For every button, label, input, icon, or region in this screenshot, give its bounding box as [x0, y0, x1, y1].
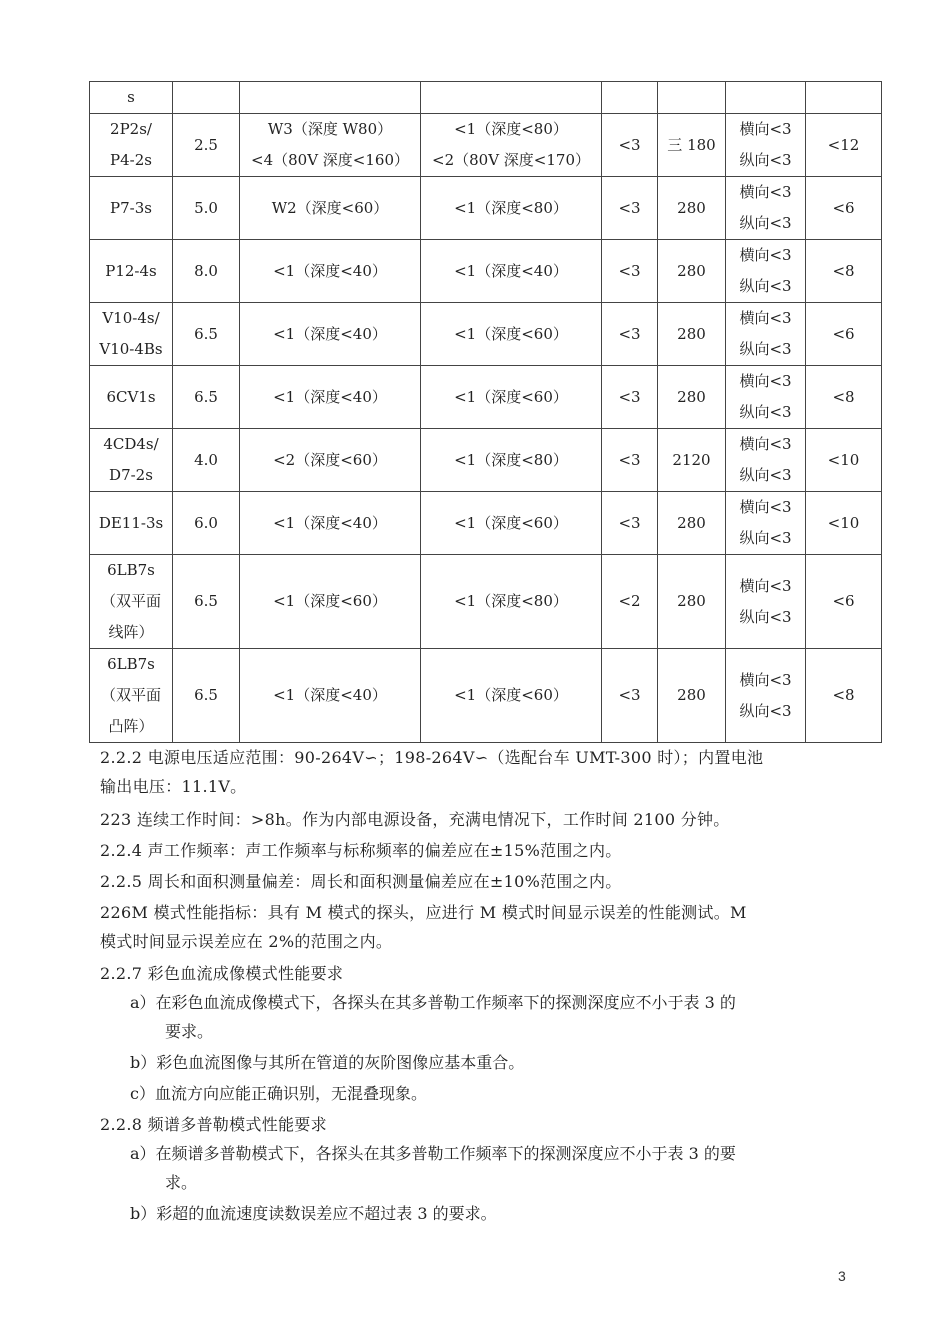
table-cell-c4: [421, 303, 602, 366]
table-cell-c7: [726, 303, 806, 366]
cell-line: <1（深度<80）: [454, 450, 568, 469]
table-cell-probe: [90, 492, 173, 555]
table-cell-c5: <3: [602, 429, 658, 492]
cell-line: 纵向<3: [739, 340, 792, 358]
table-cell-c7: [726, 492, 806, 555]
cell-line: 横向<3: [739, 498, 792, 516]
cell-line: P12-4s: [105, 261, 157, 280]
table-cell-freq: 6.5: [173, 303, 240, 366]
para-line: 226M 模式性能指标：具有 M 模式的探头，应进行 M 模式时间显示误差的性能测试。M: [100, 903, 747, 922]
item-2-2-7-b: b）彩色血流图像与其所在管道的灰阶图像应基本重合。: [130, 1053, 525, 1072]
table-cell-c7: [726, 114, 806, 177]
para-2-2-2: [100, 743, 860, 801]
cell-line: 6LB7s: [107, 561, 155, 579]
table-cell-c5: [602, 82, 658, 114]
table-cell-c6: [658, 82, 726, 114]
table-cell-freq: 6.5: [173, 649, 240, 743]
table-cell-c4: [421, 649, 602, 743]
table-cell-c4: [421, 492, 602, 555]
cell-line: 线阵）: [108, 623, 154, 641]
table-cell-freq: 6.0: [173, 492, 240, 555]
table-cell-c5: <3: [602, 366, 658, 429]
cell-line: <1（深度<80）: [454, 592, 568, 610]
table-cell-probe: [90, 649, 173, 743]
cell-line: <2（深度<60）: [273, 450, 387, 469]
para-2-2-6: [100, 898, 860, 956]
table-cell-probe: [90, 114, 173, 177]
table-cell-c7: [726, 429, 806, 492]
table-cell-c8: <8: [806, 240, 882, 303]
cell-line: <1（深度<60）: [454, 387, 568, 406]
table-cell-c5: <3: [602, 177, 658, 240]
table-cell-c6: 三 180: [658, 114, 726, 177]
table-cell-probe: [90, 555, 173, 649]
table-row: [90, 649, 882, 743]
item-2-2-8-b: b）彩超的血流速度读数误差应不超过表 3 的要求。: [130, 1204, 497, 1223]
table-cell-c6: 2120: [658, 429, 726, 492]
cell-line: 纵向<3: [739, 466, 792, 484]
cell-line: 纵向<3: [739, 529, 792, 547]
item-2-2-7-a-cont: 要求。: [165, 1022, 214, 1041]
para-line: 2.2.2 电源电压适应范围：90-264V∽；198-264V∽（选配台车 UMT-300 时）；内置电池: [100, 748, 764, 767]
table-cell-c7: [726, 649, 806, 743]
cell-line: 横向<3: [739, 183, 792, 201]
para-line: 模式时间显示误差应在 2%的范围之内。: [100, 932, 393, 951]
cell-line: 横向<3: [739, 120, 792, 138]
cell-line: <2（80V 深度<170）: [432, 151, 590, 169]
table-cell-c5: <3: [602, 114, 658, 177]
table-cell-freq: 8.0: [173, 240, 240, 303]
table-cell-c3: [240, 82, 421, 114]
cell-line: <1（深度<60）: [454, 513, 568, 532]
cell-line: 横向<3: [739, 435, 792, 453]
cell-line: 横向<3: [739, 372, 792, 390]
cell-line: V10-4s/: [102, 309, 160, 327]
cell-line: <1（深度<40）: [454, 261, 568, 280]
item-2-2-7-c: c）血流方向应能正确识别，无混叠现象。: [130, 1084, 427, 1103]
table-cell-freq: [173, 82, 240, 114]
table-row: [90, 366, 882, 429]
cell-line: 纵向<3: [739, 403, 792, 421]
cell-line: 横向<3: [739, 576, 792, 595]
cell-line: 2P2s/: [110, 120, 152, 138]
table-row: [90, 492, 882, 555]
table-cell-c4: [421, 114, 602, 177]
table-cell-probe: [90, 366, 173, 429]
cell-line: <1（深度<40）: [273, 324, 387, 343]
table-cell-c3: [240, 429, 421, 492]
table-cell-c8: <6: [806, 177, 882, 240]
table-row: [90, 429, 882, 492]
table-cell-c4: [421, 177, 602, 240]
table-cell-c5: <3: [602, 492, 658, 555]
cell-line: <1（深度<40）: [273, 686, 387, 704]
table-row: [90, 240, 882, 303]
cell-line: <1（深度<80）: [454, 120, 568, 138]
table-cell-c3: [240, 303, 421, 366]
table-cell-c3: [240, 240, 421, 303]
table-cell-c6: 280: [658, 555, 726, 649]
table-cell-c6: 280: [658, 303, 726, 366]
cell-line: <1（深度<40）: [273, 387, 387, 406]
table-cell-probe: [90, 303, 173, 366]
table-row: [90, 114, 882, 177]
cell-line: 纵向<3: [739, 214, 792, 232]
cell-line: 6CV1s: [106, 387, 156, 406]
table-cell-freq: 6.5: [173, 555, 240, 649]
cell-line: <1（深度<60）: [273, 592, 387, 610]
table-cell-c3: [240, 366, 421, 429]
item-2-2-8-a: a）在频谱多普勒模式下，各探头在其多普勒工作频率下的探测深度应不小于表 3 的要: [130, 1144, 736, 1163]
table-cell-probe: [90, 429, 173, 492]
table-cell-c7: [726, 82, 806, 114]
table-cell-c6: 280: [658, 649, 726, 743]
table-cell-probe: [90, 82, 173, 114]
cell-line: 纵向<3: [739, 277, 792, 295]
table-cell-c3: [240, 177, 421, 240]
cell-line: <1（深度<80）: [454, 198, 568, 217]
table-cell-c4: [421, 429, 602, 492]
cell-line: 横向<3: [739, 246, 792, 264]
cell-line: <1（深度<40）: [273, 513, 387, 532]
table-cell-c3: [240, 649, 421, 743]
table-row: [90, 555, 882, 649]
table-cell-c3: [240, 114, 421, 177]
cell-line: P7-3s: [110, 198, 152, 217]
cell-line: V10-4Bs: [99, 340, 163, 358]
table-cell-c8: <10: [806, 492, 882, 555]
table-cell-c8: <8: [806, 366, 882, 429]
cell-line: （双平面: [100, 592, 161, 610]
table-cell-c4: [421, 82, 602, 114]
cell-line: 纵向<3: [739, 151, 792, 169]
para-2-2-4: 2.2.4 声工作频率：声工作频率与标称频率的偏差应在±15%范围之内。: [100, 841, 622, 860]
table-cell-c7: [726, 366, 806, 429]
table-row: [90, 177, 882, 240]
heading-2-2-8: 2.2.8 频谱多普勒模式性能要求: [100, 1115, 327, 1134]
table-cell-c8: <12: [806, 114, 882, 177]
cell-line: 凸阵）: [108, 717, 154, 735]
table-cell-c8: <6: [806, 303, 882, 366]
cell-line: <4（80V 深度<160）: [251, 151, 409, 169]
cell-line: 纵向<3: [739, 701, 792, 720]
cell-line: 6LB7s: [107, 655, 155, 673]
table-cell-c7: [726, 240, 806, 303]
table-row: [90, 82, 882, 114]
cell-line: （双平面: [100, 686, 161, 704]
cell-line: <1（深度<40）: [273, 261, 387, 280]
table-cell-c5: <3: [602, 649, 658, 743]
cell-line: W2（深度<60）: [271, 198, 389, 217]
table-cell-freq: 5.0: [173, 177, 240, 240]
spec-table: [89, 81, 882, 743]
table-cell-c5: <3: [602, 303, 658, 366]
para-2-2-5: 2.2.5 周长和面积测量偏差：周长和面积测量偏差应在±10%范围之内。: [100, 872, 622, 891]
table-cell-c3: [240, 555, 421, 649]
cell-line: P4-2s: [110, 151, 152, 169]
item-2-2-7-a: a）在彩色血流成像模式下，各探头在其多普勒工作频率下的探测深度应不小于表 3 的: [130, 993, 736, 1012]
table-cell-freq: 2.5: [173, 114, 240, 177]
cell-line: <1（深度<60）: [454, 686, 568, 704]
table-cell-c5: <2: [602, 555, 658, 649]
table-cell-c6: 280: [658, 177, 726, 240]
table-cell-c8: <6: [806, 555, 882, 649]
cell-line: s: [127, 88, 135, 106]
table-cell-freq: 6.5: [173, 366, 240, 429]
table-cell-c5: <3: [602, 240, 658, 303]
table-cell-probe: [90, 240, 173, 303]
cell-line: 纵向<3: [739, 607, 792, 626]
table-cell-c8: <10: [806, 429, 882, 492]
table-cell-c4: [421, 366, 602, 429]
table-cell-c3: [240, 492, 421, 555]
cell-line: DE11-3s: [98, 513, 164, 532]
para-2-2-3: 223 连续工作时间：>8h。作为内部电源设备，充满电情况下，工作时间 2100 分钟。: [100, 810, 730, 829]
table-cell-probe: [90, 177, 173, 240]
cell-line: 横向<3: [739, 309, 792, 327]
table-cell-freq: 4.0: [173, 429, 240, 492]
table-cell-c8: [806, 82, 882, 114]
cell-line: 横向<3: [739, 670, 792, 689]
page-number: 3: [838, 1268, 846, 1284]
cell-line: D7-2s: [109, 466, 153, 484]
cell-line: <1（深度<60）: [454, 324, 568, 343]
table-cell-c7: [726, 555, 806, 649]
table-cell-c6: 280: [658, 492, 726, 555]
para-line: 输出电压：11.1V。: [100, 777, 247, 796]
table-cell-c4: [421, 555, 602, 649]
cell-line: W3（深度 W80）: [267, 120, 393, 138]
table-cell-c7: [726, 177, 806, 240]
cell-line: 4CD4s/: [103, 435, 159, 453]
table-cell-c6: 280: [658, 240, 726, 303]
table-row: [90, 303, 882, 366]
table-cell-c4: [421, 240, 602, 303]
table-cell-c8: <8: [806, 649, 882, 743]
item-2-2-8-a-cont: 求。: [165, 1173, 198, 1192]
heading-2-2-7: 2.2.7 彩色血流成像模式性能要求: [100, 964, 344, 983]
table-cell-c6: 280: [658, 366, 726, 429]
